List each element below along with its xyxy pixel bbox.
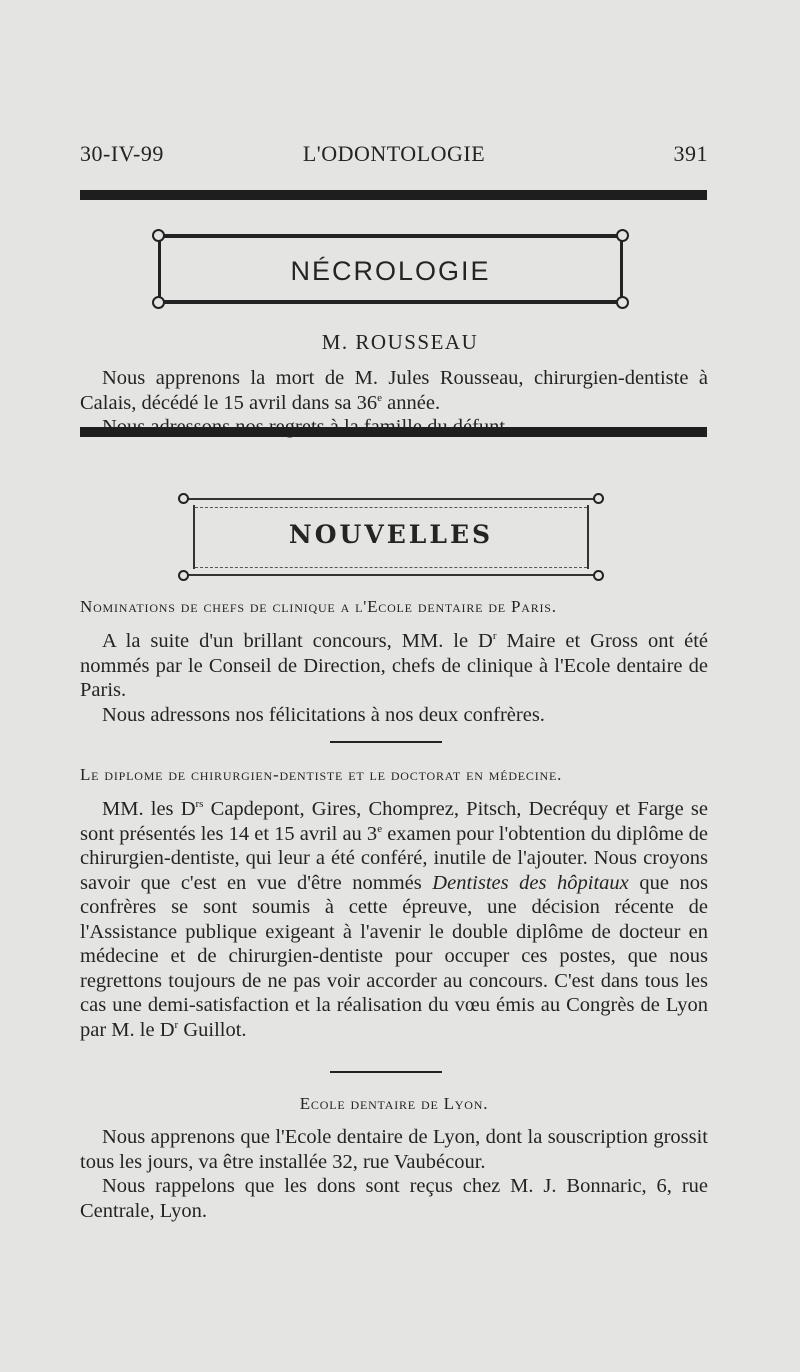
section-divider bbox=[330, 741, 442, 743]
section-heading-diplome: Le diplome de chirurgien-dentiste et le doctorat en médecine. bbox=[80, 765, 563, 784]
running-header bbox=[80, 141, 708, 171]
decorative-rule-top bbox=[80, 190, 707, 200]
section-nominations-text bbox=[80, 629, 708, 727]
necrologie-title-box bbox=[158, 234, 623, 304]
obituary-subject: M. ROUSSEAU bbox=[321, 330, 479, 354]
necrologie-title: NÉCROLOGIE bbox=[290, 256, 491, 286]
corner-ornament-icon bbox=[593, 493, 604, 504]
section-diplome-text bbox=[80, 797, 708, 1042]
lyon-paragraph-2: Nous rappelons que les dons sont reçus chez M. J. Bonnaric, 6, rue Centrale, Lyon. bbox=[80, 1175, 708, 1222]
section-lyon-text bbox=[80, 1125, 708, 1223]
nominations-paragraph-2: Nous adressons nos félicitations à nos deux confrères. bbox=[102, 703, 545, 726]
nouvelles-title-box bbox=[185, 498, 597, 576]
section-divider bbox=[330, 1071, 442, 1073]
nominations-paragraph-1: A la suite d'un brillant concours, MM. le $D^r$ Maire et Gross ont été nommés par le Conseil de Direction, chefs de clinique à l'Ecole dentaire de Paris. bbox=[80, 630, 708, 701]
header-journal-title: L'ODONTOLOGIE bbox=[302, 141, 486, 166]
corner-ornament-icon bbox=[152, 296, 165, 309]
corner-ornament-icon bbox=[152, 229, 165, 242]
corner-ornament-icon bbox=[178, 493, 189, 504]
section-heading-nominations: Nominations de chefs de clinique a l'Ecole dentaire de Paris. bbox=[80, 597, 557, 616]
section-heading-lyon: Ecole dentaire de Lyon. bbox=[299, 1094, 489, 1113]
corner-ornament-icon bbox=[178, 570, 189, 581]
wavy-border-bottom bbox=[195, 563, 587, 568]
obituary-paragraph-1: Nous apprenons la mort de M. Jules Rousseau, chirurgien-dentiste à Calais, décédé le 15 avril dans sa 36e année. bbox=[80, 367, 708, 414]
nouvelles-title: NOUVELLES bbox=[288, 520, 494, 549]
corner-ornament-icon bbox=[616, 229, 629, 242]
corner-ornament-icon bbox=[593, 570, 604, 581]
lyon-paragraph-1: Nous apprenons que l'Ecole dentaire de Lyon, dont la souscription grossit tous les jours, va être installée 32, rue Vaubécour. bbox=[80, 1126, 708, 1173]
header-date: 30-IV-99 bbox=[80, 141, 164, 166]
diplome-paragraph: MM. les $D^{rs}$ Capdepont, Gires, Chomprez, Pitsch, Decréquy et Farge se sont présentés les 14 et 15 avril au 3e examen pour l'obtention du diplôme de chirurgien-dentiste, qui leur a été conféré, inutile de l'ajouter. Nous croyons savoir que c'est en vue d'être nommés Dentistes des hôpitaux que nos confrères se sont soumis à cette épreuve, une décision récente de l'Assistance publique exigeant à l'avenir le double diplôme de docteur en médecine et de chirurgien-dentiste pour occuper ces postes, que nous regrettons toujours de ne pas voir accorder au concours. C'est dans tous les cas une demi-satisfaction et la réalisation du vœu émis au Congrès de Lyon par M. le $D^r$ Guillot. bbox=[80, 798, 709, 1041]
decorative-rule-middle bbox=[80, 427, 707, 437]
corner-ornament-icon bbox=[616, 296, 629, 309]
header-page-number: 391 bbox=[673, 141, 708, 166]
